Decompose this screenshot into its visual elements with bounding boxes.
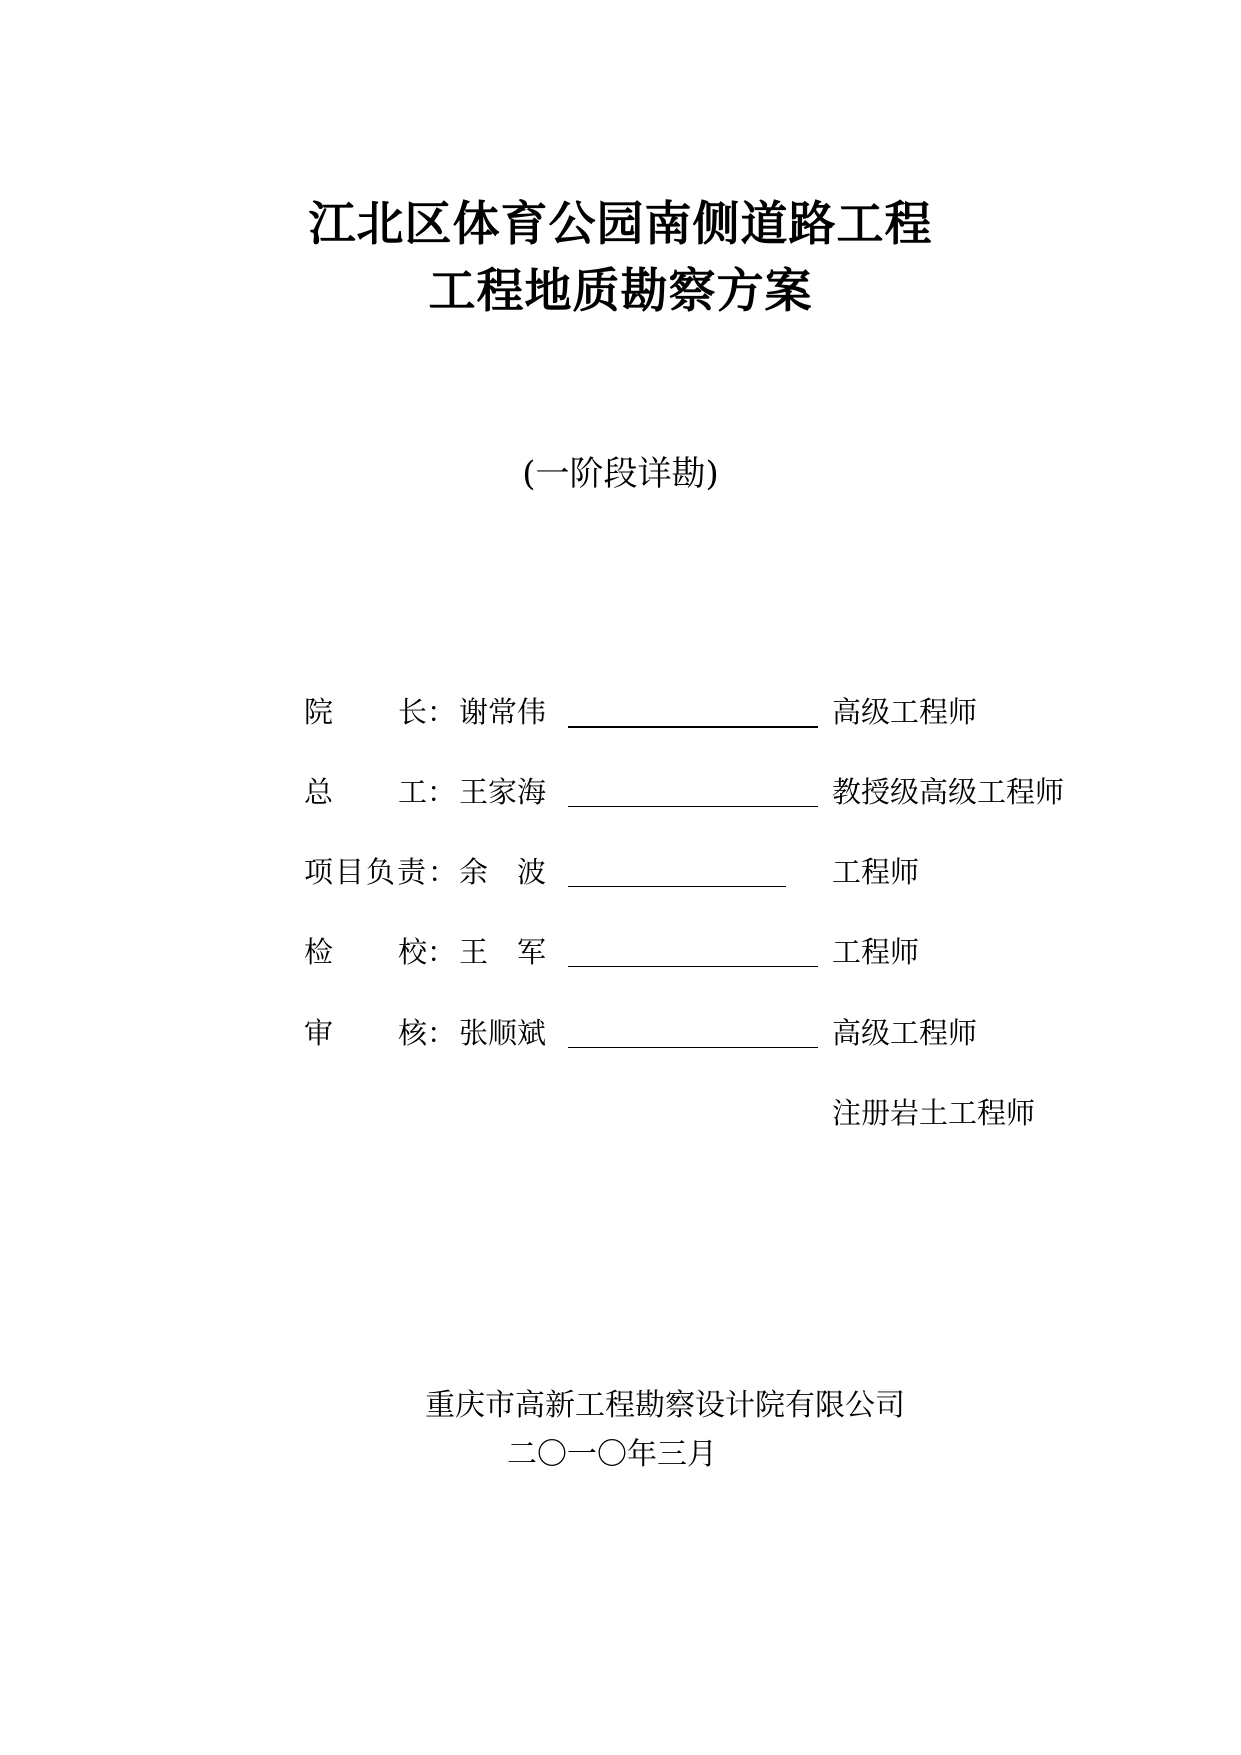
- document-date: 二〇一〇年三月: [507, 1437, 717, 1472]
- document-title-line-1: 江北区体育公园南侧道路工程: [308, 197, 933, 252]
- signatory-role-char-1: 检: [304, 935, 334, 969]
- signatory-role-char-1: 院: [304, 695, 334, 729]
- signature-line: [568, 806, 818, 807]
- signature-line: [568, 966, 818, 967]
- signatory-role-char-1: 总: [304, 775, 334, 809]
- signatory-name: 张顺斌: [459, 1016, 547, 1050]
- signature-line: [568, 886, 786, 887]
- signatory-grade-extra: 注册岩土工程师: [832, 1096, 1036, 1130]
- signatory-name: 谢常伟: [459, 695, 547, 729]
- signature-line: [568, 726, 818, 728]
- signatory-grade: 高级工程师: [832, 1016, 978, 1050]
- signatory-role-char-2: 工：: [398, 775, 457, 809]
- signatory-name: 余 波: [459, 855, 547, 889]
- signatory-role-char-2: 核：: [398, 1016, 457, 1050]
- signatory-grade: 教授级高级工程师: [832, 775, 1065, 809]
- signatory-role-char-2: 校：: [398, 935, 457, 969]
- signatory-grade: 高级工程师: [832, 695, 978, 729]
- signatory-role: [304, 930, 459, 974]
- signatory-name: 王 军: [459, 935, 547, 969]
- signatory-role: [304, 770, 459, 814]
- signatory-grade: 工程师: [832, 855, 920, 889]
- company-name: 重庆市高新工程勘察设计院有限公司: [425, 1388, 905, 1423]
- signatory-role: [304, 690, 459, 734]
- signature-line: [568, 1047, 818, 1048]
- signatory-name: 王家海: [459, 775, 547, 809]
- signatory-role: [304, 1011, 459, 1055]
- signatory-grade: 工程师: [832, 935, 920, 969]
- signatory-role: 项目负责：: [304, 855, 460, 889]
- document-title-line-2: 工程地质勘察方案: [428, 264, 813, 319]
- signatory-role-char-1: 审: [304, 1016, 334, 1050]
- signatory-role-char-2: 长：: [398, 695, 457, 729]
- document-subtitle: (一阶段详勘): [522, 454, 719, 494]
